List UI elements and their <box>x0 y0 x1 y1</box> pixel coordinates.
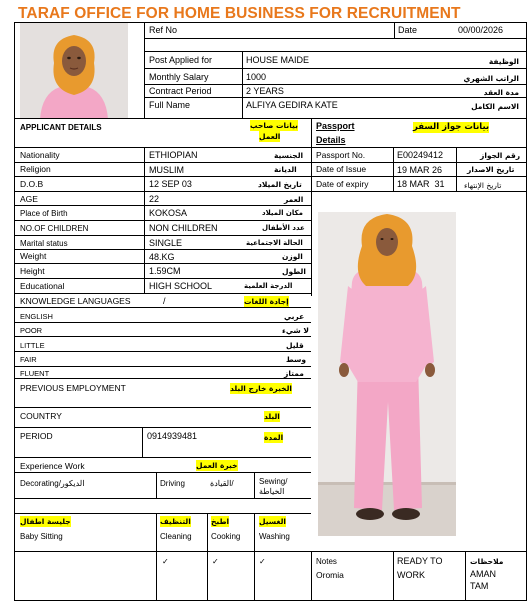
dob-value: 12 SEP 03 <box>149 179 192 189</box>
date-of-expiry-label-ar: تاريخ الإنتهاء <box>464 181 502 190</box>
height-label-ar: الطول <box>282 267 306 276</box>
decorating-label: Decorating/الديكور <box>20 479 85 488</box>
applicant-details-heading: APPLICANT DETAILS <box>20 123 102 132</box>
language-row-english: ENGLISH <box>20 312 53 321</box>
period-label: PERIOD <box>20 431 53 441</box>
washing-label: Washing <box>259 532 290 541</box>
country-label-ar: البلد <box>264 412 280 421</box>
height-label: Height <box>20 266 45 276</box>
washing-check-icon: ✓ <box>259 557 266 566</box>
notes-value: Oromia <box>316 570 344 580</box>
language-row-fair: FAIR <box>20 355 37 364</box>
sewing-label-ar: الخياطة <box>259 487 285 496</box>
nationality-value: ETHIOPIAN <box>149 150 198 160</box>
sewing-label: Sewing/ <box>259 477 288 486</box>
applicant-details-heading-ar-1: بيانات صاحب <box>250 121 298 130</box>
passport-no-label: Passport No. <box>316 150 366 160</box>
contract-value: 2 YEARS <box>246 86 284 96</box>
language-row-little: LITTLE <box>20 341 45 350</box>
portrait-photo <box>20 23 128 119</box>
ready-to-work-line-2: WORK <box>397 570 425 580</box>
applicant-details-heading-ar-2: العمل <box>259 132 281 141</box>
date-of-issue-label: Date of Issue <box>316 164 367 174</box>
full-name-value: ALFIYA GEDIRA KATE <box>246 100 338 110</box>
passport-no-label-ar: رقم الجواز <box>480 151 521 160</box>
language-row-english-ar: عربي <box>284 312 305 321</box>
languages-label: KNOWLEDGE LANGUAGES <box>20 296 131 306</box>
cooking-label-ar: اطبخ <box>211 517 230 526</box>
date-of-expiry-label: Date of expiry <box>316 179 369 189</box>
marital-status-label-ar: الحالة الاجتماعية <box>246 239 303 247</box>
religion-label: Religion <box>20 164 51 174</box>
education-value: HIGH SCHOOL <box>149 281 213 291</box>
language-row-poor-ar: لا شيء <box>282 326 309 335</box>
date-of-expiry-value: 18 MAR 31 <box>397 179 445 189</box>
notes-label: Notes <box>316 557 337 566</box>
previous-employment-label: PREVIOUS EMPLOYMENT <box>20 383 126 393</box>
driving-label: Driving <box>160 479 185 488</box>
contract-label-ar: مدة العقد <box>483 88 519 97</box>
full-name-label: Full Name <box>149 100 191 110</box>
passport-heading-2: Details <box>316 135 346 145</box>
salary-label-ar: الراتب الشهري <box>463 74 519 83</box>
washing-label-ar: الغسيل <box>259 517 287 526</box>
nationality-label: Nationality <box>20 150 60 160</box>
full-name-label-ar: الاسم الكامل <box>471 102 519 111</box>
place-of-birth-label: Place of Birth <box>20 209 68 218</box>
religion-label-ar: الديانة <box>274 165 297 174</box>
education-label: Educational <box>20 281 65 291</box>
children-label: NO.OF CHILDREN <box>20 224 89 233</box>
cooking-check-icon: ✓ <box>212 557 219 566</box>
language-row-fluent-ar: ممتاز <box>284 369 304 378</box>
full-body-photo <box>318 212 456 536</box>
ready-to-work-line-1: READY TO <box>397 556 443 566</box>
baby-sitting-label-ar: جليسة اطفال <box>20 517 71 526</box>
cleaning-label: Cleaning <box>160 532 192 541</box>
date-of-issue-label-ar: تاريخ الاصدار <box>467 165 515 174</box>
cooking-label: Cooking <box>211 532 241 541</box>
weight-label: Weight <box>20 251 47 261</box>
nationality-label-ar: الجنسية <box>274 151 304 160</box>
language-row-little-ar: قليل <box>286 341 304 350</box>
language-row-poor: POOR <box>20 326 43 335</box>
language-row-fluent: FLUENT <box>20 369 50 378</box>
date-of-issue-value: 19 MAR 26 <box>397 165 443 175</box>
language-row-fair-ar: وسط <box>286 355 307 364</box>
weight-label-ar: الوزن <box>282 252 303 261</box>
contract-label: Contract Period <box>149 86 212 96</box>
passport-heading-ar: بيانات جواز السفر <box>413 122 490 132</box>
cleaning-label-ar: التنظيف <box>160 517 191 526</box>
place-of-birth-label-ar: مكان الميلاد <box>262 209 303 217</box>
date-value: 00/00/2026 <box>458 25 504 35</box>
date-label: Date <box>398 25 418 35</box>
passport-heading-1: Passport <box>316 121 355 131</box>
page-title: TARAF OFFICE FOR HOME BUSINESS FOR RECRUITMENT <box>18 5 461 22</box>
post-label-ar: الوظيفة <box>488 57 519 66</box>
children-label-ar: عدد الأطفال <box>262 224 305 232</box>
previous-employment-label-ar: الخبرة خارج البلد <box>230 384 292 393</box>
ref-no-label: Ref No <box>149 25 178 35</box>
age-label: AGE <box>20 194 38 204</box>
post-value: HOUSE MAIDE <box>246 55 310 65</box>
experience-work-label: Experience Work <box>20 461 85 471</box>
experience-work-label-ar: خبرة العمل <box>196 461 238 470</box>
period-label-ar: المدة <box>264 433 284 442</box>
age-label-ar: العمر <box>284 195 304 204</box>
cleaning-check-icon: ✓ <box>162 557 169 566</box>
age-value: 22 <box>149 194 160 204</box>
country-label: COUNTRY <box>20 411 62 421</box>
dob-label-ar: تاريخ الميلاد <box>258 180 302 189</box>
weight-value: 48.KG <box>149 252 175 262</box>
period-value: 0914939481 <box>147 431 198 441</box>
salary-label: Monthly Salary <box>149 72 209 82</box>
remarks-value-2: TAM <box>470 581 489 591</box>
dob-label: D.O.B <box>20 179 44 189</box>
children-value: NON CHILDREN <box>149 223 218 233</box>
marital-status-label: Marital status <box>20 239 68 248</box>
passport-no-value: E00249412 <box>397 150 444 160</box>
post-label: Post Applied for <box>149 55 213 65</box>
education-label-ar: الدرجة العلمية <box>244 282 293 290</box>
languages-label-ar: إجادة اللغات <box>244 297 289 306</box>
remarks-label-ar: ملاحظات <box>470 557 504 566</box>
place-of-birth-value: KOKOSA <box>149 208 188 218</box>
height-value: 1.59CM <box>149 266 181 276</box>
baby-sitting-label: Baby Sitting <box>20 532 63 541</box>
languages-slash: / <box>163 296 166 306</box>
marital-status-value: SINGLE <box>149 238 183 248</box>
salary-value: 1000 <box>246 72 267 82</box>
remarks-value-1: AMAN <box>470 569 497 579</box>
religion-value: MUSLIM <box>149 165 185 175</box>
driving-label-ar: القيادة/ <box>210 479 234 488</box>
